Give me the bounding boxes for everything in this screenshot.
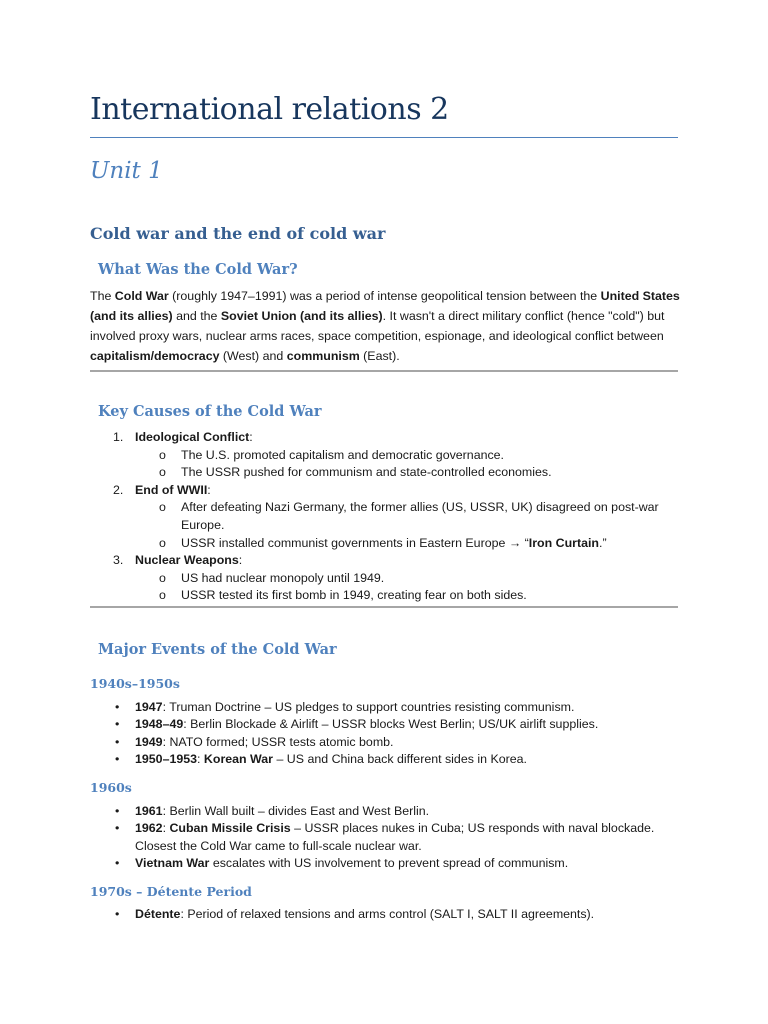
cause-item — [90, 429, 680, 447]
divider — [90, 606, 678, 608]
text-run: (roughly 1947–1991) was a period of intense geopolitical tension between the — [168, 289, 601, 303]
event-item — [90, 716, 680, 733]
bold-text: Détente — [135, 907, 181, 921]
list-number: 2. — [113, 482, 124, 497]
event-item — [90, 751, 680, 768]
bold-text: Korean War — [203, 752, 274, 767]
text-run: : Berlin Wall built – divides East and West Berlin. — [162, 804, 430, 818]
list-number: 1. — [113, 430, 124, 444]
bullet-marker-icon: o — [159, 535, 166, 550]
cause-subitem — [90, 447, 680, 465]
cause-label: End of WWII — [135, 482, 208, 497]
event-item — [90, 906, 680, 923]
events-list — [90, 803, 680, 873]
text-run: – USSR places nukes in Cuba; US responds with naval blockade. Closest the Cold War came to full-scale nuclear war. — [135, 821, 655, 853]
bold-text: Cold War — [114, 289, 169, 303]
bold-text: Cuban Missile Crisis — [169, 821, 291, 836]
causes-heading: Key Causes of the Cold War — [98, 403, 322, 420]
bold-text: capitalism/democracy — [90, 349, 220, 363]
bold-text: 1962 — [135, 821, 163, 836]
text-run: USSR tested its first bomb in 1949, creating fear on both sides. — [181, 588, 527, 603]
list-number: 3. — [113, 553, 124, 568]
text-run: The USSR pushed for communism and state-controlled economies. — [181, 465, 552, 480]
bold-text: 1947 — [135, 700, 163, 714]
bold-text: United States (and its allies) — [90, 289, 680, 323]
divider — [90, 370, 678, 372]
what-was-heading: What Was the Cold War? — [98, 261, 298, 278]
text-run: .” — [599, 535, 607, 550]
events-heading: Major Events of the Cold War — [98, 641, 337, 658]
bullet-icon: • — [115, 700, 120, 714]
period-heading: 1970s – Détente Period — [90, 884, 252, 899]
cause-label: Ideological Conflict — [135, 430, 250, 444]
events-list — [90, 699, 680, 769]
bold-text: Iron Curtain — [528, 535, 599, 550]
bullet-icon: • — [115, 856, 120, 871]
bold-text: Soviet Union (and its allies) — [220, 309, 383, 323]
period-heading: 1960s — [90, 780, 132, 795]
cause-subitem — [90, 535, 680, 553]
text-run: : — [197, 752, 204, 767]
text-run: – US and China back different sides in Korea. — [273, 752, 527, 767]
period-heading: 1940s–1950s — [90, 676, 180, 691]
text-run: USSR installed communist governments in Eastern Europe → “ — [181, 535, 529, 550]
cause-subitem — [90, 464, 680, 482]
bold-text: 1950–1953 — [135, 752, 198, 767]
cause-subitem — [90, 587, 680, 605]
text-run: . It wasn't a direct military conflict (hence "cold") but involved proxy wars, nuclear arms races, space competition, espionage, and ideological conflict between — [90, 309, 665, 343]
text-run: The U.S. promoted capitalism and democratic governance. — [181, 447, 505, 462]
text-run: and the — [172, 309, 221, 323]
text-run: : Truman Doctrine – US pledges to support countries resisting communism. — [162, 700, 575, 714]
bullet-icon: • — [115, 752, 120, 767]
event-item — [90, 803, 680, 820]
cause-subitem — [90, 499, 680, 534]
bullet-marker-icon: o — [159, 500, 166, 515]
event-item — [90, 699, 680, 716]
cause-item — [90, 552, 680, 570]
text-run: The — [90, 289, 115, 303]
section-heading: Cold war and the end of cold war — [90, 224, 386, 243]
bold-text: 1948–49 — [135, 717, 184, 732]
intro-paragraph — [90, 286, 680, 366]
bullet-marker-icon: o — [159, 570, 166, 585]
bold-text: 1961 — [135, 804, 163, 818]
bullet-icon: • — [115, 734, 120, 749]
event-item — [90, 855, 680, 872]
bold-text: Vietnam War — [135, 856, 210, 871]
text-run: After defeating Nazi Germany, the former allies (US, USSR, UK) disagreed on post-war Europe. — [181, 500, 659, 532]
text-run: : — [162, 821, 170, 836]
cause-item — [90, 482, 680, 500]
bullet-marker-icon: o — [159, 447, 166, 462]
bullet-icon: • — [115, 821, 120, 836]
events-list — [90, 906, 680, 923]
document-title: International relations 2 — [90, 92, 449, 127]
cause-subitem — [90, 570, 680, 588]
text-run: : Period of relaxed tensions and arms control (SALT I, SALT II agreements). — [180, 907, 595, 921]
bold-text: communism — [286, 349, 360, 363]
text-run: : Berlin Blockade & Airlift – USSR blocks West Berlin; US/UK airlift supplies. — [183, 717, 599, 732]
text-run: (East). — [359, 349, 400, 363]
bullet-marker-icon: o — [159, 588, 166, 603]
text-run: (West) and — [219, 349, 287, 363]
event-item — [90, 734, 680, 751]
cause-label: Nuclear Weapons — [135, 553, 239, 568]
causes-list — [90, 429, 680, 605]
unit-heading: Unit 1 — [90, 158, 163, 184]
colon: : — [238, 553, 243, 568]
colon: : — [207, 482, 211, 497]
bullet-marker-icon: o — [159, 465, 166, 480]
bold-text: 1949 — [135, 734, 163, 749]
bullet-icon: • — [115, 907, 120, 921]
bullet-icon: • — [115, 717, 120, 732]
bullet-icon: • — [115, 804, 120, 818]
text-run: escalates with US involvement to prevent spread of communism. — [209, 856, 569, 871]
event-item — [90, 820, 680, 855]
title-underline — [90, 137, 678, 138]
colon: : — [249, 430, 253, 444]
text-run: : NATO formed; USSR tests atomic bomb. — [162, 734, 394, 749]
text-run: US had nuclear monopoly until 1949. — [181, 570, 385, 585]
